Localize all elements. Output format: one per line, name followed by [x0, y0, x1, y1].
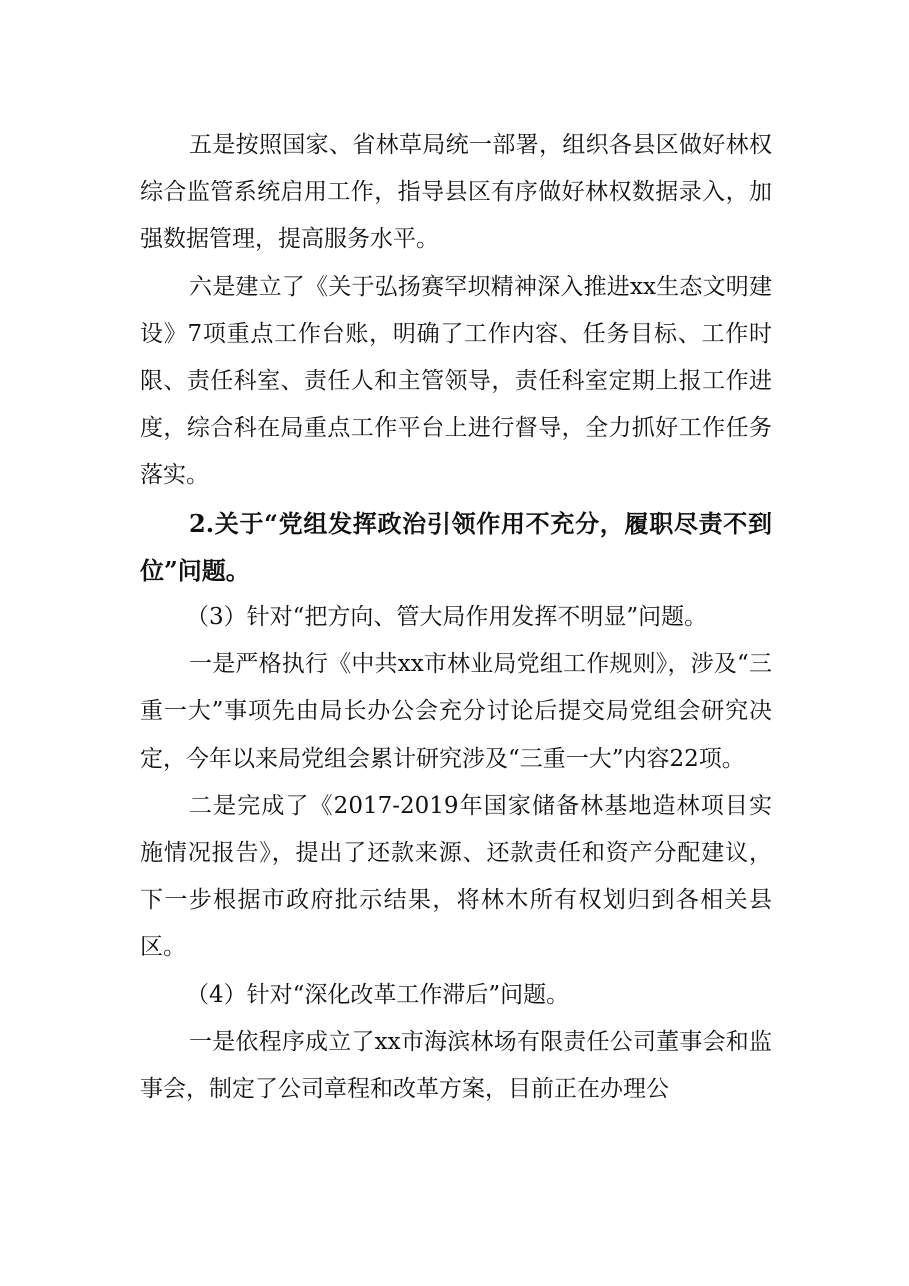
paragraph-item-6: 六是建立了《关于弘扬赛罕坝精神深入推进xx生态文明建设》7项重点工作台账，明确了工作内容、任务目标、工作时限、责任科室、责任人和主管领导，责任科室定期上报工作进度，综合科在局重点工作平台上进行督导，全力抓好工作任务落实。: [140, 273, 772, 489]
paragraph-item-1b: 一是依程序成立了xx市海滨林场有限责任公司董事会和监事会，制定了公司章程和改革方案，目前正在办理公: [140, 1028, 772, 1103]
subsection-heading-3: （3）针对“把方向、管大局作用发挥不明显”问题。: [186, 604, 708, 631]
paragraph-item-1: 一是严格执行《中共xx市林业局党组工作规则》，涉及“三重一大”事项先由局长办公会充分讨论后提交局党组会研究决定，今年以来局党组会累计研究涉及“三重一大”内容22项。: [140, 651, 772, 772]
section-heading-2: 2.关于“党组发挥政治引领作用不充分，履职尽责不到位”问题。: [140, 508, 772, 585]
subsection-heading-4: （4）针对“深化改革工作滞后”问题。: [186, 981, 570, 1008]
document-body: [140, 122, 772, 1113]
paragraph-item-5: 五是按照国家、省林草局统一部署，组织各县区做好林权综合监管系统启用工作，指导县区有序做好林权数据录入，加强数据管理，提高服务水平。: [140, 132, 772, 253]
paragraph-item-2: 二是完成了《2017-2019年国家储备林基地造林项目实施情况报告》，提出了还款来源、还款责任和资产分配建议，下一步根据市政府批示结果，将林木所有权划归到各相关县区。: [140, 792, 772, 961]
